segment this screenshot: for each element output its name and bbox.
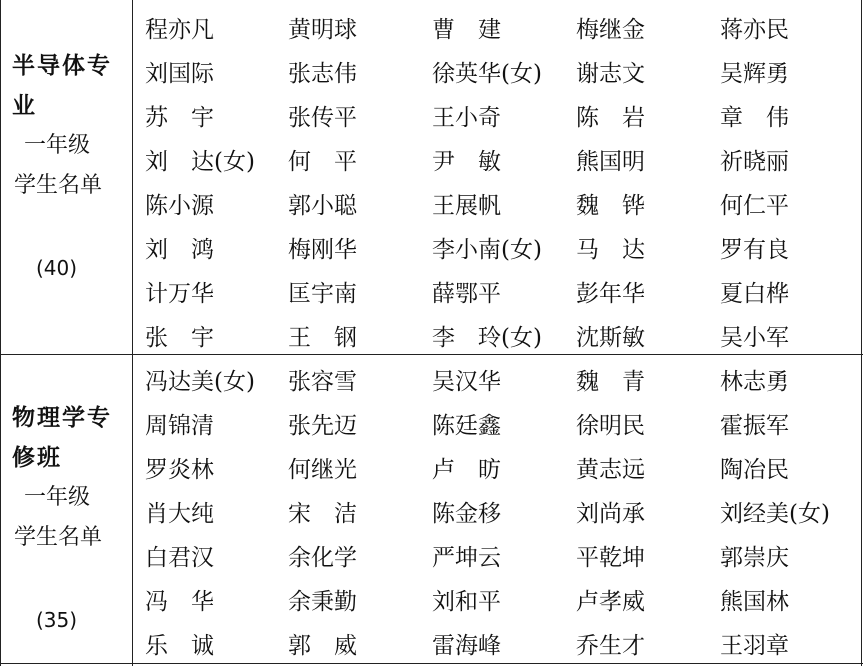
table-row — [145, 360, 863, 404]
student-name-cell: 魏 铧 — [576, 193, 645, 219]
student-name-cell: 王羽章 — [720, 633, 789, 659]
student-name-cell: 吴小军 — [720, 325, 789, 351]
student-name-cell: 余化学 — [288, 545, 357, 571]
student-name-cell: 薛鄂平 — [432, 281, 501, 307]
table-row — [145, 536, 863, 580]
table-row — [145, 580, 863, 624]
student-name-cell: 刘 达(女) — [145, 149, 255, 175]
student-name-cell: 尹 敏 — [432, 149, 501, 175]
student-name-cell: 黄明球 — [288, 17, 357, 43]
student-name-cell: 李 玲(女) — [432, 325, 542, 351]
table-row — [145, 8, 863, 52]
student-name-cell: 彭年华 — [576, 281, 645, 307]
table-row — [145, 140, 863, 184]
table-row — [145, 272, 863, 316]
student-name-cell: 冯达美(女) — [145, 369, 255, 395]
student-name-cell: 徐明民 — [576, 413, 645, 439]
student-name-cell: 李小南(女) — [432, 237, 542, 263]
student-name-cell: 刘国际 — [145, 61, 214, 87]
table-row — [145, 228, 863, 272]
student-name-cell: 林志勇 — [720, 369, 789, 395]
student-name-cell: 匡宇南 — [288, 281, 357, 307]
student-name-cell: 祈晓丽 — [720, 149, 789, 175]
student-name-cell: 吴辉勇 — [720, 61, 789, 87]
group-count: (35) — [36, 608, 78, 632]
student-name-cell: 张容雪 — [288, 369, 357, 395]
student-name-cell: 严坤云 — [432, 545, 501, 571]
student-name-cell: 乐 诚 — [145, 633, 214, 659]
student-name-cell: 冯 华 — [145, 589, 214, 615]
group-semiconductor-label — [0, 0, 132, 354]
student-name-cell: 刘和平 — [432, 589, 501, 615]
student-name-cell: 郭 威 — [288, 633, 357, 659]
student-name-cell: 苏 宇 — [145, 105, 214, 131]
student-name-cell: 霍振军 — [720, 413, 789, 439]
student-name-cell: 黄志远 — [576, 457, 645, 483]
student-name-cell: 吴汉华 — [432, 369, 501, 395]
student-name-cell: 张先迈 — [288, 413, 357, 439]
table-row — [145, 404, 863, 448]
group-subtitle-line1: 一年级 — [24, 133, 91, 158]
group-subtitle-line2: 学生名单 — [14, 173, 103, 198]
student-name-cell: 宋 洁 — [288, 501, 357, 527]
student-name-cell: 张 宇 — [145, 325, 214, 351]
student-name-cell: 陈金移 — [432, 501, 501, 527]
student-name-cell: 何 平 — [288, 149, 357, 175]
student-name-cell: 陈小源 — [145, 193, 214, 219]
student-name-cell: 郭崇庆 — [720, 545, 789, 571]
student-name-cell: 张传平 — [288, 105, 357, 131]
student-name-cell: 白君汉 — [145, 545, 214, 571]
table-row — [145, 624, 863, 668]
student-name-cell: 余秉勤 — [288, 589, 357, 615]
student-name-cell: 周锦清 — [145, 413, 214, 439]
student-name-cell: 何继光 — [288, 457, 357, 483]
group-title-line2: 修班 — [12, 445, 62, 471]
student-name-cell: 罗炎林 — [145, 457, 214, 483]
student-name-cell: 刘尚承 — [576, 501, 645, 527]
student-name-cell: 刘经美(女) — [720, 501, 830, 527]
student-name-cell: 张志伟 — [288, 61, 357, 87]
group-subtitle-line1: 一年级 — [24, 485, 91, 510]
student-name-cell: 魏 青 — [576, 369, 645, 395]
student-name-cell: 卢 昉 — [432, 457, 501, 483]
table-row — [145, 96, 863, 140]
group-title-line1: 半导体专 — [12, 53, 112, 79]
student-name-cell: 平乾坤 — [576, 545, 645, 571]
table-row — [145, 492, 863, 536]
student-name-cell: 乔生才 — [576, 633, 645, 659]
student-name-cell: 雷海峰 — [432, 633, 501, 659]
group-title-line2: 业 — [12, 93, 37, 119]
student-name-cell: 谢志文 — [576, 61, 645, 87]
student-name-cell: 王 钢 — [288, 325, 357, 351]
student-name-cell: 徐英华(女) — [432, 61, 542, 87]
group-subtitle-line2: 学生名单 — [14, 525, 103, 550]
table-column-divider — [132, 0, 133, 666]
student-name-cell: 曹 建 — [432, 17, 501, 43]
student-name-cell: 梅刚华 — [288, 237, 357, 263]
student-name-cell: 陶冶民 — [720, 457, 789, 483]
table-row — [145, 448, 863, 492]
group-count: (40) — [36, 256, 78, 280]
student-name-cell: 熊国林 — [720, 589, 789, 615]
student-name-cell: 郭小聪 — [288, 193, 357, 219]
student-name-cell: 刘 鸿 — [145, 237, 214, 263]
student-name-cell: 王小奇 — [432, 105, 501, 131]
table-row — [145, 52, 863, 96]
student-name-cell: 夏白桦 — [720, 281, 789, 307]
student-name-cell: 罗有良 — [720, 237, 789, 263]
student-name-cell: 章 伟 — [720, 105, 789, 131]
student-name-cell: 熊国明 — [576, 149, 645, 175]
student-name-cell: 陈 岩 — [576, 105, 645, 131]
group-physics-label — [0, 354, 132, 664]
student-name-cell: 王展帆 — [432, 193, 501, 219]
student-name-cell: 肖大纯 — [145, 501, 214, 527]
student-name-cell: 沈斯敏 — [576, 325, 645, 351]
student-name-cell: 马 达 — [576, 237, 645, 263]
student-name-cell: 程亦凡 — [145, 17, 214, 43]
student-name-cell: 何仁平 — [720, 193, 789, 219]
student-name-cell: 陈廷鑫 — [432, 413, 501, 439]
table-row — [145, 316, 863, 360]
student-name-cell: 计万华 — [145, 281, 214, 307]
group-title-line1: 物理学专 — [12, 405, 112, 431]
student-name-cell: 蒋亦民 — [720, 17, 789, 43]
student-name-cell: 梅继金 — [576, 17, 645, 43]
table-row — [145, 184, 863, 228]
student-name-cell: 卢孝威 — [576, 589, 645, 615]
